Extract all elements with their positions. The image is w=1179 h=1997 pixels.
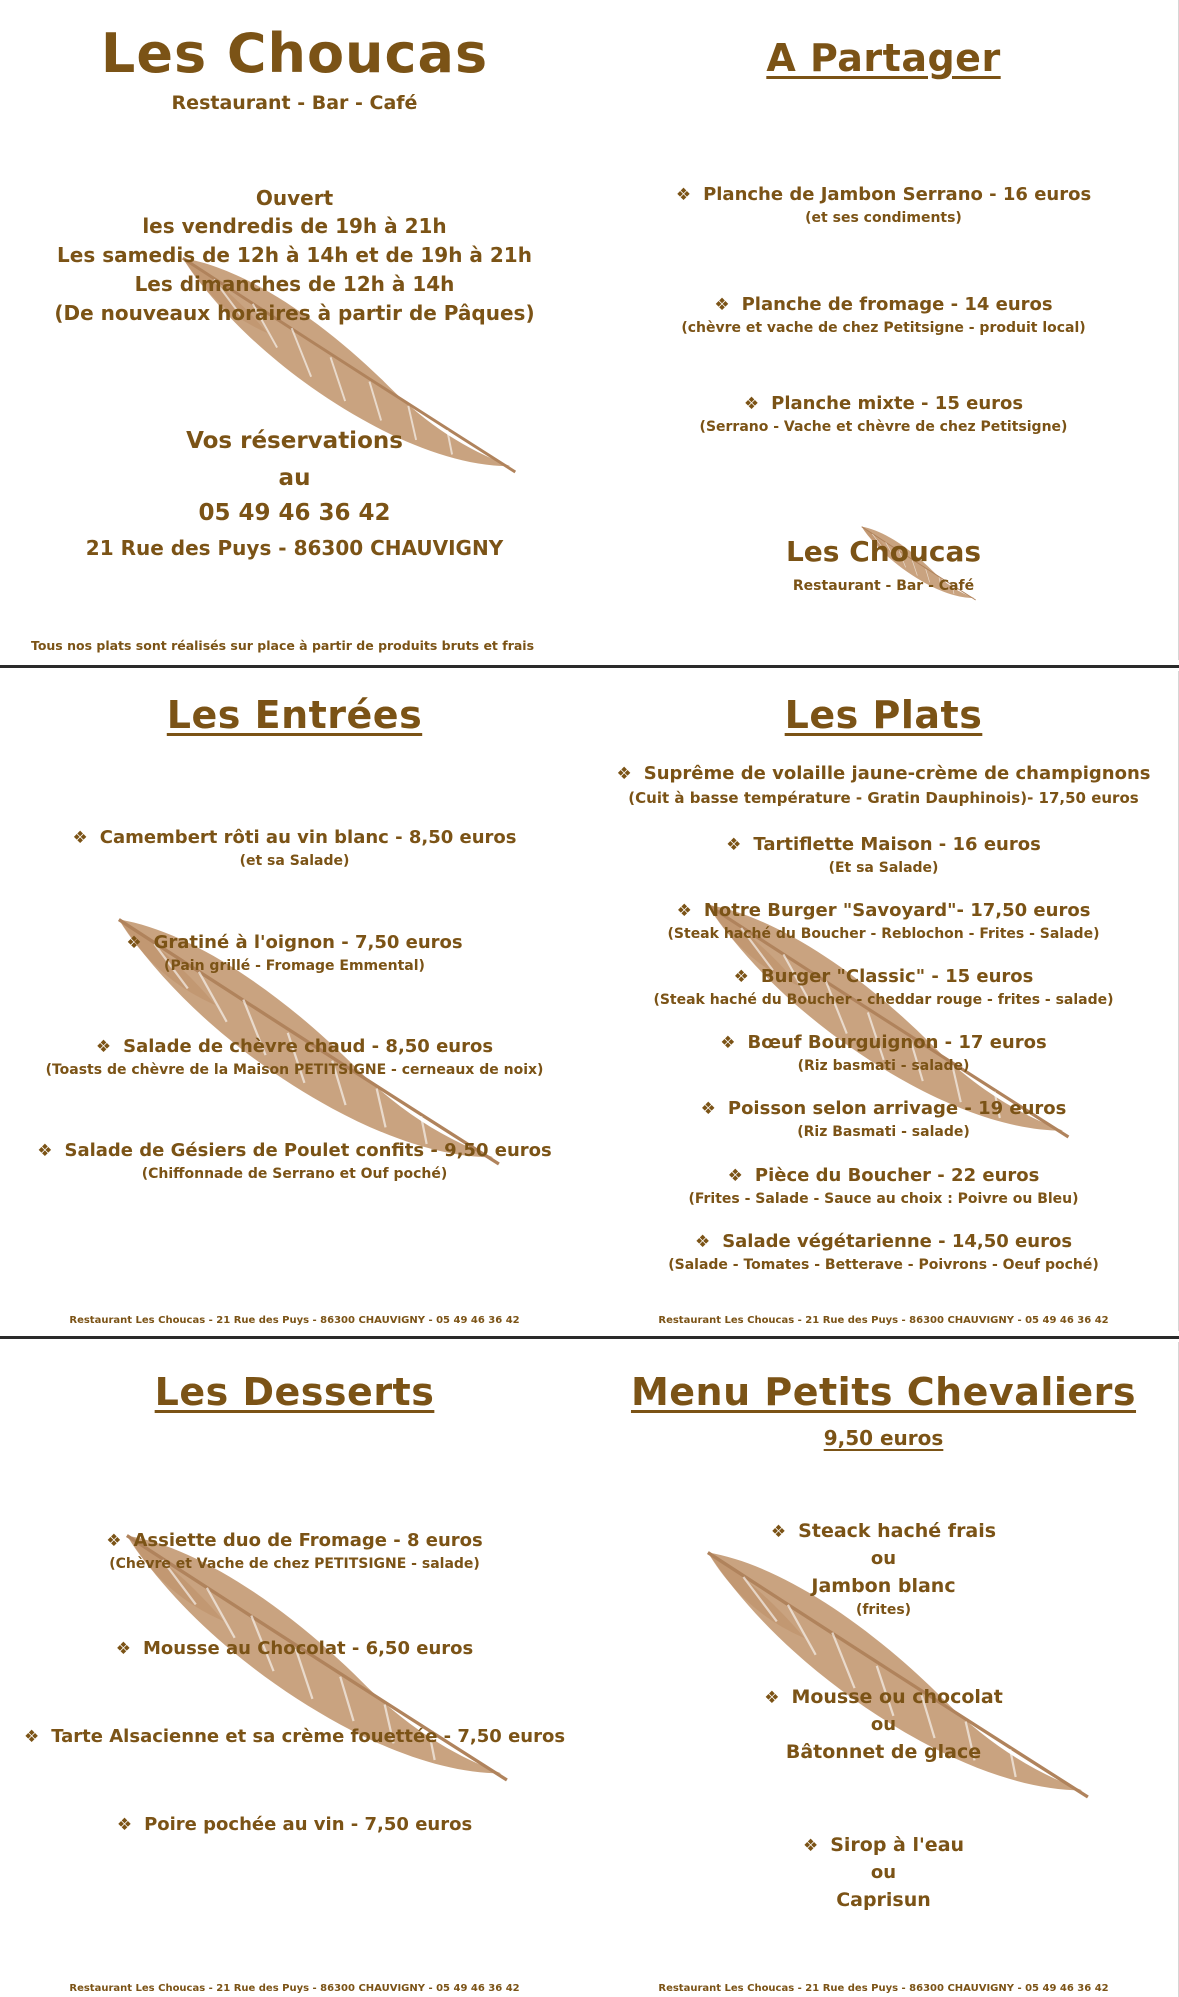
menu-choice: Mousse ou chocolat <box>791 1686 1003 1708</box>
bullet-icon: ❖ <box>802 1836 819 1856</box>
page-footer: Restaurant Les Choucas - 21 Rue des Puys - 86300 CHAUVIGNY - 05 49 46 36 42 <box>658 1315 1109 1326</box>
footnote: Tous nos plats sont réalisés sur place à partir de produits bruts et frais <box>30 638 535 653</box>
item-name: Tartiflette Maison - 16 euros <box>753 834 1041 855</box>
bullet-icon: ❖ <box>726 835 742 855</box>
bullet-icon: ❖ <box>95 1037 112 1057</box>
bullet-icon: ❖ <box>714 295 730 315</box>
menu-price: 9,50 euros <box>823 1426 944 1450</box>
menu-enfant-panel <box>589 1342 1178 1997</box>
item-note: (et ses condiments) <box>805 210 962 226</box>
menu-item <box>0 1638 589 1659</box>
menu-choice: Bâtonnet de glace <box>785 1741 982 1763</box>
section-title-entrees: Les Entrées <box>166 693 423 737</box>
menu-page-1 <box>0 0 1179 660</box>
menu-or: ou <box>870 1548 897 1569</box>
item-name: Camembert rôti au vin blanc - 8,50 euros <box>99 827 517 848</box>
item-name: Salade de chèvre chaud - 8,50 euros <box>123 1036 494 1057</box>
item-note: (Chèvre et Vache de chez PETITSIGNE - salade) <box>109 1556 480 1572</box>
menu-item <box>0 1726 589 1747</box>
menu-group <box>589 1686 1178 1763</box>
menu-item <box>0 1530 589 1572</box>
item-name: Notre Burger "Savoyard"- 17,50 euros <box>703 900 1091 921</box>
item-note: (Riz basmati - salade) <box>797 1058 970 1074</box>
bullet-icon: ❖ <box>694 1232 711 1252</box>
menu-item <box>589 1032 1178 1074</box>
item-name: Bœuf Bourguignon - 17 euros <box>747 1032 1047 1053</box>
menu-item <box>589 294 1178 336</box>
menu-item <box>589 900 1178 942</box>
menu-item <box>589 966 1178 1008</box>
page-separator <box>0 665 1179 668</box>
bullet-icon: ❖ <box>23 1727 40 1747</box>
bullet-icon: ❖ <box>106 1531 122 1551</box>
menu-group <box>589 1520 1178 1618</box>
bullet-icon: ❖ <box>116 1815 133 1835</box>
bullet-icon: ❖ <box>676 901 692 921</box>
bullet-icon: ❖ <box>733 967 749 987</box>
menu-or: ou <box>870 1862 897 1883</box>
item-note: (frites) <box>855 1602 912 1618</box>
item-name: Mousse au Chocolat - 6,50 euros <box>143 1638 474 1659</box>
menu-item <box>589 834 1178 876</box>
reservations-au: au <box>278 465 311 491</box>
brand-title: Les Choucas <box>100 22 489 85</box>
menu-choice: Caprisun <box>836 1889 931 1911</box>
section-title-plats: Les Plats <box>784 693 983 737</box>
section-title-menu-petits-chevaliers: Menu Petits Chevaliers <box>630 1370 1137 1414</box>
menu-choice: Sirop à l'eau <box>830 1834 965 1856</box>
item-name: Gratiné à l'oignon - 7,50 euros <box>153 932 463 953</box>
item-name: Suprême de volaille jaune-crème de champignons <box>643 763 1151 784</box>
page-footer: Restaurant Les Choucas - 21 Rue des Puys - 86300 CHAUVIGNY - 05 49 46 36 42 <box>69 1983 520 1994</box>
entrees-panel <box>0 671 589 1331</box>
menu-item <box>589 184 1178 226</box>
item-name: Planche de Jambon Serrano - 16 euros <box>703 184 1092 205</box>
phone-number[interactable]: 05 49 46 36 42 <box>198 500 391 526</box>
item-note: (Cuit à basse température - Gratin Dauphinois)- 17,50 euros <box>628 789 1139 807</box>
bullet-icon: ❖ <box>720 1033 736 1053</box>
hours-sunday: Les dimanches de 12h à 14h <box>134 272 455 296</box>
page-separator <box>0 1336 1179 1339</box>
item-name: Tarte Alsacienne et sa crème fouettée - 7,50 euros <box>51 1726 566 1747</box>
item-note: (Frites - Salade - Sauce au choix : Poivre ou Bleu) <box>688 1191 1079 1207</box>
menu-page-3 <box>0 1342 1179 1997</box>
section-title-partager: A Partager <box>766 36 1001 80</box>
item-name: Planche de fromage - 14 euros <box>741 294 1053 315</box>
item-name: Salade végétarienne - 14,50 euros <box>722 1231 1073 1252</box>
reservations-label: Vos réservations <box>186 428 403 454</box>
hours-saturday: Les samedis de 12h à 14h et de 19h à 21h <box>57 243 532 267</box>
menu-item <box>0 1036 589 1078</box>
plats-panel <box>589 671 1178 1331</box>
hours-friday: les vendredis de 19h à 21h <box>142 214 447 238</box>
opening-label: Ouvert <box>255 186 334 210</box>
address: 21 Rue des Puys - 86300 CHAUVIGNY <box>85 536 504 560</box>
item-name: Salade de Gésiers de Poulet confits - 9,50 euros <box>64 1140 552 1161</box>
menu-item <box>0 1140 589 1182</box>
menu-item <box>589 1165 1178 1207</box>
item-note: (Chiffonnade de Serrano et Ouf poché) <box>141 1166 448 1182</box>
section-title-desserts: Les Desserts <box>154 1370 435 1414</box>
bullet-icon: ❖ <box>764 1688 780 1708</box>
item-note: (chèvre et vache de chez Petitsigne - produit local) <box>681 320 1086 336</box>
item-name: Assiette duo de Fromage - 8 euros <box>133 1530 483 1551</box>
item-name: Pièce du Boucher - 22 euros <box>754 1165 1040 1186</box>
menu-choice: Steack haché frais <box>798 1520 997 1542</box>
item-note: (Toasts de chèvre de la Maison PETITSIGNE - cerneaux de noix) <box>45 1062 544 1078</box>
bullet-icon: ❖ <box>743 394 760 414</box>
partager-panel <box>589 0 1178 660</box>
partager-logo-brand: Les Choucas <box>785 535 982 568</box>
desserts-panel <box>0 1342 589 1997</box>
menu-item <box>0 827 589 869</box>
bullet-icon: ❖ <box>37 1141 53 1161</box>
menu-item <box>589 763 1178 807</box>
item-name: Poire pochée au vin - 7,50 euros <box>144 1814 473 1835</box>
bullet-icon: ❖ <box>616 764 632 784</box>
bullet-icon: ❖ <box>770 1522 787 1542</box>
menu-item <box>0 932 589 974</box>
page-footer: Restaurant Les Choucas - 21 Rue des Puys - 86300 CHAUVIGNY - 05 49 46 36 42 <box>658 1983 1109 1994</box>
partager-logo-tagline: Restaurant - Bar - Café <box>792 578 975 594</box>
item-note: (Et sa Salade) <box>828 860 939 876</box>
item-note: (Riz Basmati - salade) <box>797 1124 970 1140</box>
menu-item <box>589 393 1178 435</box>
item-note: (Steak haché du Boucher - Reblochon - Frites - Salade) <box>667 926 1100 942</box>
item-note: (Serrano - Vache et chèvre de chez Petitsigne) <box>699 419 1068 435</box>
menu-item <box>0 1814 589 1835</box>
item-note: (Salade - Tomates - Betterave - Poivrons - Oeuf poché) <box>668 1257 1099 1273</box>
menu-choice: Jambon blanc <box>811 1575 956 1597</box>
hours-notice: (De nouveaux horaires à partir de Pâques) <box>54 301 535 325</box>
item-note: (Pain grillé - Fromage Emmental) <box>164 958 425 974</box>
item-name: Burger "Classic" - 15 euros <box>760 966 1034 987</box>
bullet-icon: ❖ <box>700 1099 716 1119</box>
item-note: (et sa Salade) <box>239 853 350 869</box>
bullet-icon: ❖ <box>115 1639 131 1659</box>
bullet-icon: ❖ <box>126 933 142 953</box>
menu-item <box>589 1098 1178 1140</box>
item-name: Poisson selon arrivage - 19 euros <box>727 1098 1067 1119</box>
item-name: Planche mixte - 15 euros <box>771 393 1024 414</box>
page-footer: Restaurant Les Choucas - 21 Rue des Puys - 86300 CHAUVIGNY - 05 49 46 36 42 <box>69 1315 520 1326</box>
brand-tagline: Restaurant - Bar - Café <box>171 92 418 114</box>
welcome-panel <box>0 0 589 660</box>
menu-page-2 <box>0 671 1179 1331</box>
bullet-icon: ❖ <box>72 828 88 848</box>
menu-group <box>589 1834 1178 1911</box>
bullet-icon: ❖ <box>727 1166 743 1186</box>
bullet-icon: ❖ <box>675 185 692 205</box>
menu-item <box>589 1231 1178 1273</box>
item-note: (Steak haché du Boucher - cheddar rouge - frites - salade) <box>653 992 1114 1008</box>
menu-or: ou <box>870 1714 897 1735</box>
